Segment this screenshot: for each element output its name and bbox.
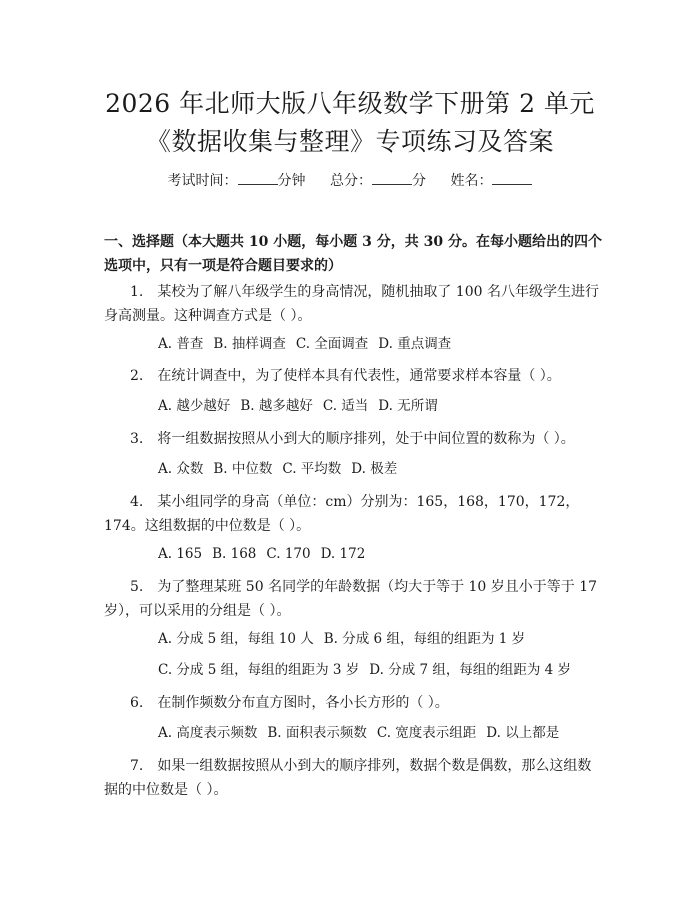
- title-line-1: 2026 年北师大版八年级数学下册第 2 单元: [105, 89, 595, 118]
- question-3-options: A. 众数 B. 中位数 C. 平均数 D. 极差: [158, 461, 398, 477]
- question-2: 2. 在统计调查中，为了使样本具有代表性，通常要求样本容量（ ）。: [130, 368, 561, 384]
- question-5-options-row-2: C. 分成 5 组，每组的组距为 3 岁 D. 分成 7 组，每组的组距为 4 岁: [158, 662, 572, 678]
- question-6-options: A. 高度表示频数 B. 面积表示频数 C. 宽度表示组距 D. 以上都是: [158, 725, 560, 741]
- question-5-options-row-1: A. 分成 5 组，每组 10 人 B. 分成 6 组，每组的组距为 1 岁: [158, 631, 526, 647]
- question-3: 3. 将一组数据按照从小到大的顺序排列，处于中间位置的数称为（ ）。: [130, 431, 575, 447]
- question-4-options: A. 165 B. 168 C. 170 D. 172: [158, 546, 366, 562]
- question-1-options: A. 普查 B. 抽样调查 C. 全面调查 D. 重点调查: [158, 336, 452, 352]
- question-2-options: A. 越少越好 B. 越多越好 C. 适当 D. 无所谓: [158, 398, 438, 414]
- exam-info: [0, 170, 700, 190]
- section-1-heading: 一、选择题（本大题共 10 小题，每小题 3 分，共 30 分。在每小题给出的四个选项中，只有一项是符合题目要求的）: [104, 234, 602, 274]
- exam-time: 考试时间： 分钟: [167, 173, 306, 189]
- exam-score: 总分： 分: [330, 173, 426, 189]
- title-line-2: 《数据收集与整理》专项练习及答案: [145, 127, 554, 156]
- question-5: 5. 为了整理某班 50 名同学的年龄数据（均大于等于 10 岁且小于等于 17 岁），可以采用的分组是（ ）。: [104, 579, 598, 619]
- question-4: 4. 某小组同学的身高（单位：cm）分别为：165，168，170，172，174。这组数据的中位数是（ ）。: [104, 494, 580, 534]
- question-7: 7. 如果一组数据按照从小到大的顺序排列，数据个数是偶数，那么这组数据的中位数是（ ）。: [104, 758, 592, 798]
- exam-name: 姓名：: [450, 173, 532, 189]
- time-blank: [238, 172, 278, 185]
- score-blank: [372, 172, 412, 185]
- question-6: 6. 在制作频数分布直方图时，各小长方形的（ ）。: [130, 695, 449, 711]
- name-blank: [492, 172, 532, 185]
- question-1: 1. 某校为了解八年级学生的身高情况，随机抽取了 100 名八年级学生进行身高测量。这种调查方式是（ ）。: [104, 284, 599, 324]
